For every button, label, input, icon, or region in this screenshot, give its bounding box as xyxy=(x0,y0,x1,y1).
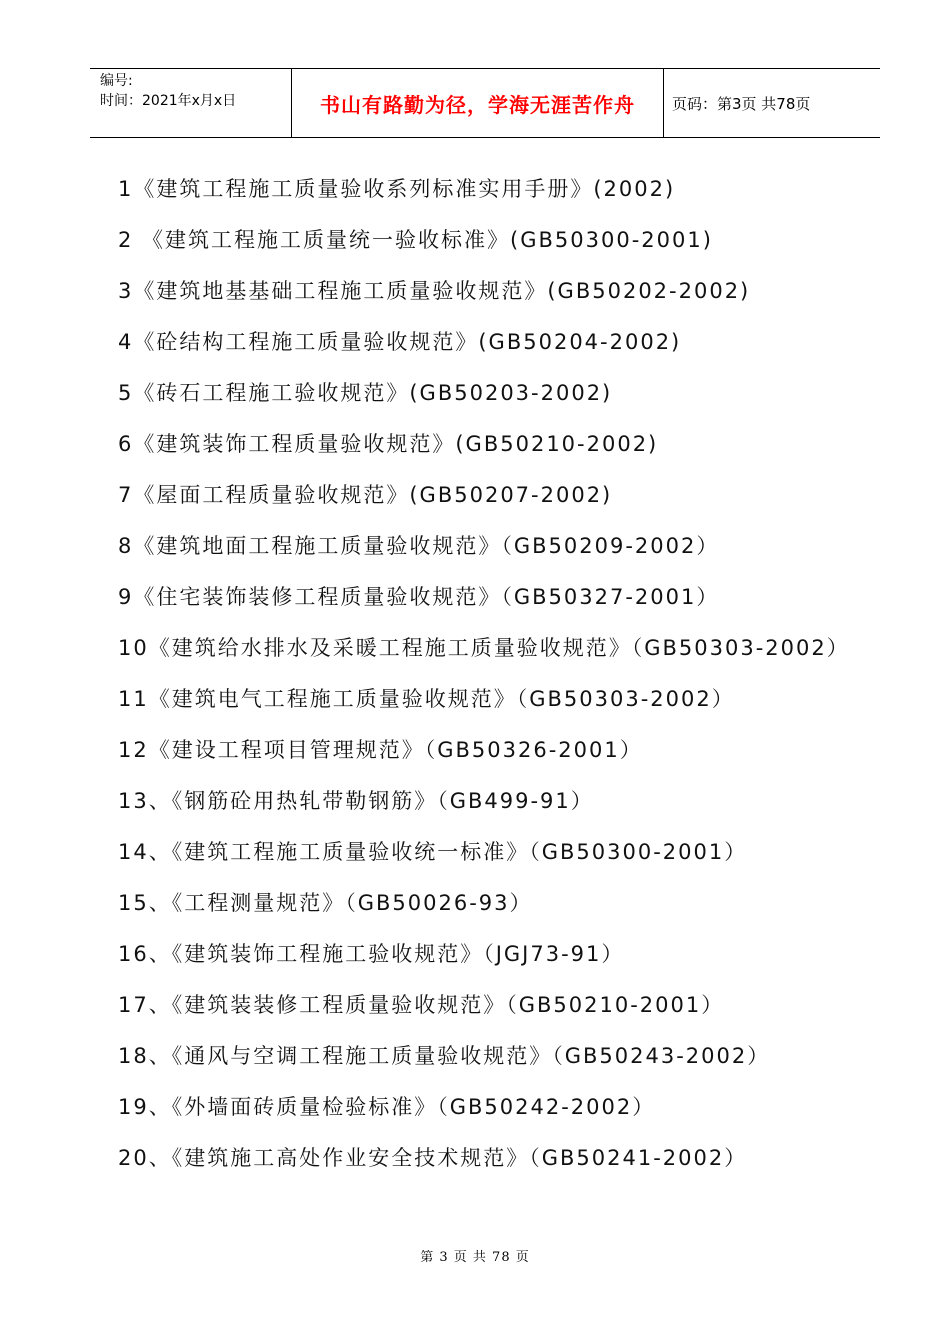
reference-item: 12《建设工程项目管理规范》（GB50326-2001） xyxy=(118,738,643,762)
reference-item: 14、《建筑工程施工质量验收统一标准》（GB50300-2001） xyxy=(118,840,748,864)
reference-item: 19、《外墙面砖质量检验标准》（GB50242-2002） xyxy=(118,1095,656,1119)
motto-text: 书山有路勤为径，学海无涯苦作舟 xyxy=(320,92,635,117)
reference-item: 16、《建筑装饰工程施工验收规范》（JGJ73-91） xyxy=(118,942,625,966)
reference-item: 2 《建筑工程施工质量统一验收标准》(GB50300-2001) xyxy=(118,228,713,252)
reference-item: 13、《钢筋砼用热轧带勒钢筋》（GB499-91） xyxy=(118,789,594,813)
reference-item: 9《住宅装饰装修工程质量验收规范》（GB50327-2001） xyxy=(118,585,720,609)
reference-item: 6《建筑装饰工程质量验收规范》(GB50210-2002) xyxy=(118,432,659,456)
reference-item: 3《建筑地基基础工程施工质量验收规范》(GB50202-2002) xyxy=(118,279,751,303)
reference-item: 11《建筑电气工程施工质量验收规范》（GB50303-2002） xyxy=(118,687,735,711)
reference-item: 20、《建筑施工高处作业安全技术规范》（GB50241-2002） xyxy=(118,1146,748,1170)
reference-list xyxy=(118,170,850,1190)
header-page-label: 页码：第3页 共78页 xyxy=(672,94,811,113)
header-page-cell xyxy=(664,69,880,137)
page-footer xyxy=(0,1246,950,1265)
header-meta xyxy=(90,69,292,137)
page-header xyxy=(90,68,880,138)
reference-item: 15、《工程测量规范》（GB50026-93） xyxy=(118,891,533,915)
reference-item: 4《砼结构工程施工质量验收规范》(GB50204-2002) xyxy=(118,330,682,354)
reference-item: 5《砖石工程施工验收规范》(GB50203-2002) xyxy=(118,381,613,405)
reference-item: 8《建筑地面工程施工质量验收规范》（GB50209-2002） xyxy=(118,534,720,558)
reference-item: 7《屋面工程质量验收规范》(GB50207-2002) xyxy=(118,483,613,507)
doc-code-label: 编号: xyxy=(100,73,133,89)
reference-item: 1《建筑工程施工质量验收系列标准实用手册》(2002) xyxy=(118,177,676,201)
reference-item: 17、《建筑装装修工程质量验收规范》（GB50210-2001） xyxy=(118,993,725,1017)
doc-date-label: 时间：2021年x月x日 xyxy=(100,93,237,109)
header-motto-cell xyxy=(292,69,664,137)
reference-item: 18、《通风与空调工程施工质量验收规范》（GB50243-2002） xyxy=(118,1044,771,1068)
footer-page-number: 第 3 页 共 78 页 xyxy=(420,1250,530,1265)
reference-item: 10《建筑给水排水及采暖工程施工质量验收规范》（GB50303-2002） xyxy=(118,636,850,660)
